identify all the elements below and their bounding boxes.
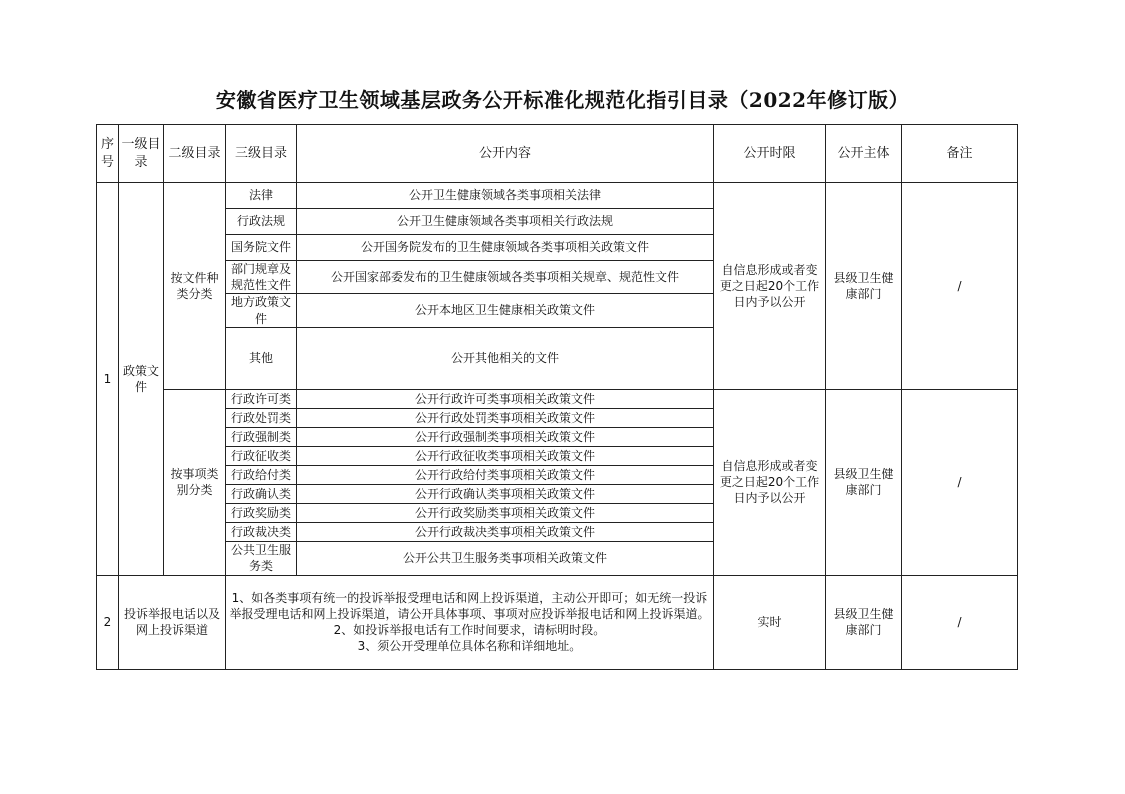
content-cell: 公开本地区卫生健康相关政策文件 bbox=[297, 294, 714, 327]
level3-cell: 行政法规 bbox=[226, 209, 297, 235]
level3-cell: 其他 bbox=[226, 327, 297, 389]
content-cell: 公开卫生健康领域各类事项相关行政法规 bbox=[297, 209, 714, 235]
level3-cell: 行政给付类 bbox=[226, 465, 297, 484]
level1-cell: 政策文件 bbox=[119, 183, 164, 576]
level3-cell: 公共卫生服务类 bbox=[226, 541, 297, 575]
page-title: 安徽省医疗卫生领域基层政务公开标准化规范化指引目录（2022年修订版） bbox=[215, 88, 910, 112]
header-content: 公开内容 bbox=[297, 125, 714, 183]
level3-cell: 行政许可类 bbox=[226, 389, 297, 408]
level3-cell: 行政征收类 bbox=[226, 446, 297, 465]
level3-cell: 部门规章及规范性文件 bbox=[226, 261, 297, 294]
content-cell: 公开行政奖励类事项相关政策文件 bbox=[297, 503, 714, 522]
header-level1: 一级目录 bbox=[119, 125, 164, 183]
level3-cell: 行政裁决类 bbox=[226, 522, 297, 541]
notes-cell bbox=[226, 575, 714, 669]
content-cell: 公开行政许可类事项相关政策文件 bbox=[297, 389, 714, 408]
content-cell: 公开行政处罚类事项相关政策文件 bbox=[297, 408, 714, 427]
time-cell: 自信息形成或者变更之日起20个工作日内予以公开 bbox=[714, 389, 826, 575]
seq-cell: 2 bbox=[97, 575, 119, 669]
level3-cell: 行政确认类 bbox=[226, 484, 297, 503]
content-cell: 公开行政裁决类事项相关政策文件 bbox=[297, 522, 714, 541]
remark-cell: / bbox=[902, 183, 1018, 390]
content-cell: 公开卫生健康领域各类事项相关法律 bbox=[297, 183, 714, 209]
seq-cell: 1 bbox=[97, 183, 119, 576]
header-subject: 公开主体 bbox=[826, 125, 902, 183]
remark-cell: / bbox=[902, 575, 1018, 669]
time-cell: 自信息形成或者变更之日起20个工作日内予以公开 bbox=[714, 183, 826, 390]
level3-cell: 行政奖励类 bbox=[226, 503, 297, 522]
header-remark: 备注 bbox=[902, 125, 1018, 183]
content-cell: 公开行政强制类事项相关政策文件 bbox=[297, 427, 714, 446]
table-row bbox=[97, 183, 1018, 209]
content-cell: 公开国家部委发布的卫生健康领域各类事项相关规章、规范性文件 bbox=[297, 261, 714, 294]
note-line: 1、如各类事项有统一的投诉举报受理电话和网上投诉渠道，主动公开即可；如无统一投诉举报受理电话和网上投诉渠道，请公开具体事项、事项对应投诉举报电话和网上投诉渠道。 bbox=[229, 590, 710, 622]
subject-cell: 县级卫生健康部门 bbox=[826, 389, 902, 575]
time-cell: 实时 bbox=[714, 575, 826, 669]
content-cell: 公开行政征收类事项相关政策文件 bbox=[297, 446, 714, 465]
level3-cell: 行政强制类 bbox=[226, 427, 297, 446]
level1-cell: 投诉举报电话以及网上投诉渠道 bbox=[119, 575, 226, 669]
content-cell: 公开其他相关的文件 bbox=[297, 327, 714, 389]
note-line: 2、如投诉举报电话有工作时间要求，请标明时段。 bbox=[333, 623, 606, 638]
level2-cell: 按文件种类分类 bbox=[164, 183, 226, 390]
level3-cell: 法律 bbox=[226, 183, 297, 209]
directory-table bbox=[96, 124, 1018, 670]
note-line: 3、须公开受理单位具体名称和详细地址。 bbox=[357, 639, 582, 654]
remark-cell: / bbox=[902, 389, 1018, 575]
table-row bbox=[97, 389, 1018, 408]
level3-cell: 国务院文件 bbox=[226, 235, 297, 261]
table-row bbox=[97, 575, 1018, 669]
header-level3: 三级目录 bbox=[226, 125, 297, 183]
content-cell: 公开行政确认类事项相关政策文件 bbox=[297, 484, 714, 503]
level3-cell: 行政处罚类 bbox=[226, 408, 297, 427]
header-row bbox=[97, 125, 1018, 183]
content-cell: 公开国务院发布的卫生健康领域各类事项相关政策文件 bbox=[297, 235, 714, 261]
header-level2: 二级目录 bbox=[164, 125, 226, 183]
header-seq: 序号 bbox=[97, 125, 119, 183]
subject-cell: 县级卫生健康部门 bbox=[826, 575, 902, 669]
header-time: 公开时限 bbox=[714, 125, 826, 183]
content-cell: 公开行政给付类事项相关政策文件 bbox=[297, 465, 714, 484]
content-cell: 公开公共卫生服务类事项相关政策文件 bbox=[297, 541, 714, 575]
level2-cell: 按事项类别分类 bbox=[164, 389, 226, 575]
level3-cell: 地方政策文件 bbox=[226, 294, 297, 327]
subject-cell: 县级卫生健康部门 bbox=[826, 183, 902, 390]
